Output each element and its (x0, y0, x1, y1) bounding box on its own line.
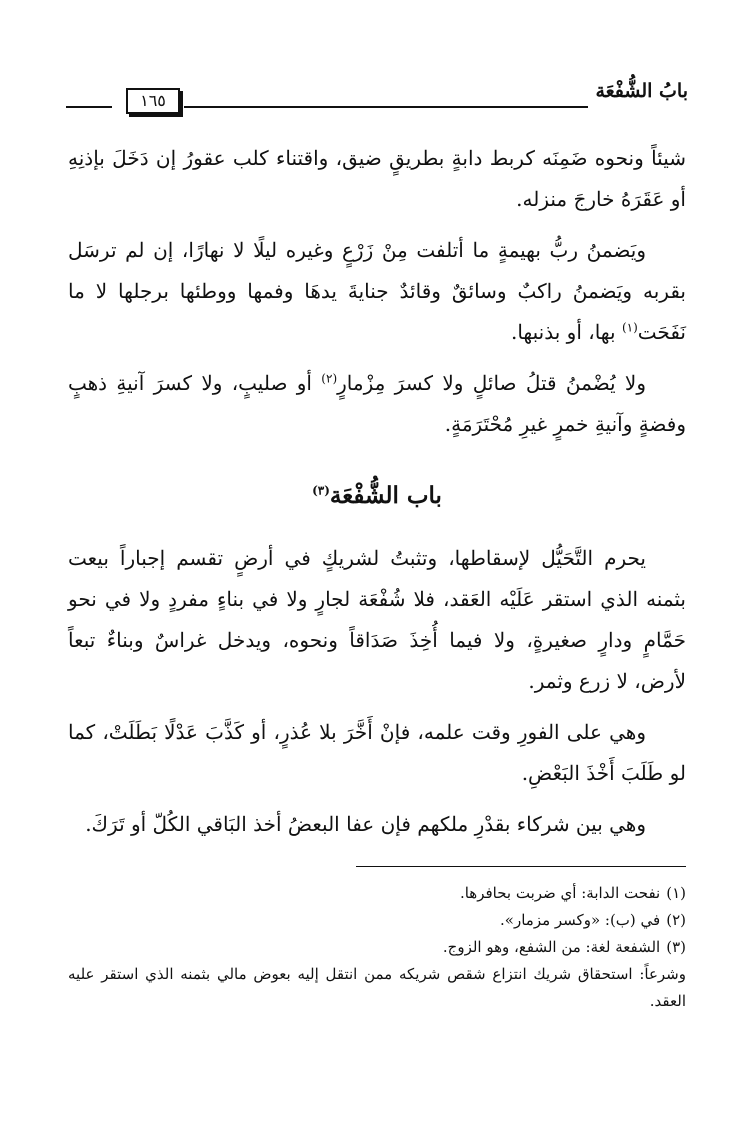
paragraph: وهي على الفورِ وقت علمه، فإنْ أَخَّرَ بلا عُذرٍ، أو كَذَّبَ عَدْلًا بَطَلَتْ، كما لو طَلَبَ أَخْذَ البَعْضِ. (68, 720, 686, 785)
footnote-mark: (٢) (666, 911, 686, 929)
paragraph (68, 230, 686, 353)
paragraph-text: ولا يُضْمنُ قتلُ صائلٍ ولا كسرَ مِزْمارٍ (337, 371, 646, 395)
footnote-mark: (١) (666, 884, 686, 902)
footnote (68, 880, 686, 907)
footnote-separator (356, 866, 686, 867)
paragraph-text: بها، أو بذنبها. (510, 320, 622, 344)
header-rule-short (66, 106, 112, 108)
footnote-continuation: وشرعاً: استحقاق شريك انتزاع شقص شريكه ممن انتقل إليه بعوض مالي بثمنه الذي استقر عليه العقد. (68, 965, 686, 1010)
section-title-text: باب الشُّفْعَة (329, 482, 442, 509)
paragraph: وهي بين شركاء بقدْرِ ملكهم فإن عفا البعضُ أخذ البَاقي الكُلّ أو تَرَكَ. (85, 812, 646, 836)
footnote (68, 934, 686, 961)
paragraph-text: ويَضمنُ ربُّ بهيمةٍ ما أتلفت مِنْ زَرْعٍ وغيره ليلًا لا نهارًا، إن لم ترسَل بقربه ويَضمنُ راكبٌ وسائقٌ وقائدٌ جنايةَ يدهَا وفمها ووطئها برجلها لا ما نَفَحَت (68, 238, 686, 344)
paragraph: يحرم التَّحَيُّل لإسقاطها، وتثبتُ لشريكٍ في أرضٍ تقسم إجباراً بيعت بثمنه الذي استقر عَلَيْه العَقد، فلا شُفْعَة لجارٍ ولا في بناءٍ مفردٍ ولا في نحو حَمَّامٍ ودارٍ صغيرةٍ، ولا فيما أُخِذَ صَدَاقاً ونحوه، ويدخل غراسٌ وبناءٌ تبعاً لأرض، لا زرع وثمر. (68, 546, 686, 693)
footnote-ref: (٢) (321, 371, 338, 386)
paragraph: شيئاً ونحوه ضَمِنَه كربط دابةٍ بطريقٍ ضيق، واقتناء كلب عقورُ إن دَخَلَ بإذنِهِ أو عَقَرَهُ خارجَ منزله. (68, 146, 686, 211)
footnotes (68, 880, 686, 1015)
page-number: ١٦٥ (126, 88, 180, 114)
footnote-mark: (٣) (666, 938, 686, 956)
running-title: بابُ الشُّفْعَة (595, 80, 688, 102)
main-text (68, 138, 686, 855)
header-rule (184, 106, 588, 108)
footnote-text: الشفعة لغة: من الشفع، وهو الزوج. (442, 938, 661, 956)
paragraph-text: أو صليبٍ، ولا كسرَ آنيةِ ذهبٍ وفضةٍ وآنيةِ خمرٍ غيرِ مُحْتَرَمَةٍ. (68, 371, 686, 436)
footnote-text: في (ب): «وكسر مزمار». (500, 911, 661, 929)
page-header (66, 80, 688, 120)
footnote-ref: (١) (621, 320, 638, 335)
footnote-text: نفحت الدابة: أي ضربت بحافرها. (459, 884, 661, 902)
footnote (68, 907, 686, 934)
section-title (68, 475, 686, 516)
paragraph (68, 363, 686, 445)
footnote-ref: (٣) (312, 483, 330, 498)
